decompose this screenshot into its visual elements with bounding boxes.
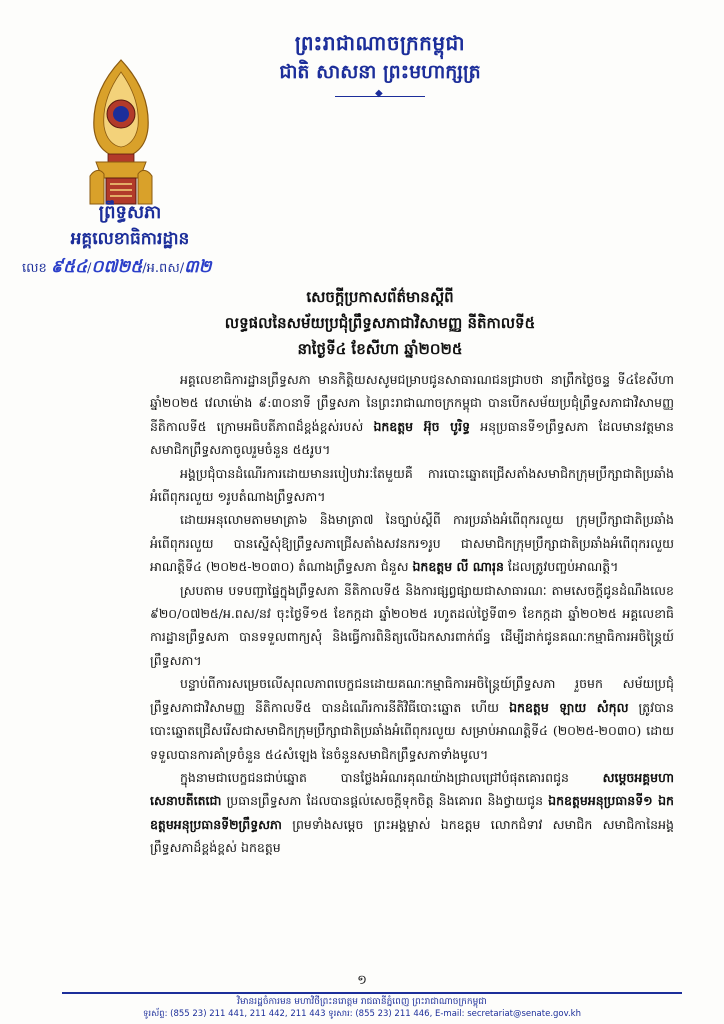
org-department: អគ្គលេខាធិការដ្ឋាន	[70, 229, 190, 249]
footer-divider	[62, 992, 682, 994]
reference-code-handwritten: ០៧២៥	[91, 257, 143, 277]
reference-sep1: /	[87, 261, 92, 276]
chair-name: ឯកឧត្តម អ៊ុច បូរិទ្ធ	[373, 418, 470, 434]
phone-numbers: (855 23) 211 441, 211 442, 211 443	[170, 1009, 326, 1019]
senate-emblem-icon	[86, 58, 156, 208]
reference-prefix: លេខ	[22, 261, 47, 276]
kingdom-header	[230, 28, 530, 100]
fax-label: ទូរសារ:	[328, 1009, 353, 1019]
vice-presidents-title: ឯកឧត្តមអនុប្រធានទី១ ឯកឧត្តមអនុប្រធានទី២ព្រឹទ្ធសភា	[150, 793, 674, 832]
elected-member-name: ឯកឧត្តម ឡាយ សំកុល	[509, 699, 629, 715]
kingdom-name: ព្រះរាជាណាចក្រកម្ពុជា	[294, 31, 466, 55]
header-ornament	[335, 94, 425, 100]
fax-email: (855 23) 211 446, E-mail: secretariat@senate.gov.kh	[355, 1009, 581, 1019]
document-body	[150, 368, 674, 860]
reference-number-handwritten: ៩៥៤	[50, 257, 88, 277]
paragraph-6: ក្នុងនាមជាបេក្ខជនជាប់ឆ្នោត បានថ្លែងអំណរគុណយ៉ាងជ្រាលជ្រៅបំផុតគោរពជូន សម្ដេចអគ្គមហាសេនាបតីតេជោ ប្រធានព្រឹទ្ធសភា ដែលបានផ្ដល់សេចក្ដីទុកចិត្ត និងគោរព និងថ្វាយជូន ឯកឧត្តមអនុប្រធានទី១ ឯកឧត្តមអនុប្រធានទី២ព្រឹទ្ធសភា ព្រមទាំងសម្ដេច ព្រះអង្គម្ចាស់ ឯកឧត្តម លោកជំទាវ សមាជិក សមាជិកានៃអង្គព្រឹទ្ធសភាដ៏ខ្ពង់ខ្ពស់ ឯកឧត្តម	[150, 769, 674, 856]
outgoing-member-name: ឯកឧត្តម លី ណារុន	[412, 559, 504, 575]
national-motto: ជាតិ សាសនា ព្រះមហាក្សត្រ	[279, 61, 481, 83]
footer-contacts	[0, 1008, 724, 1021]
page-footer	[0, 996, 724, 1021]
phone-label: ទូរស័ព្ទ:	[142, 1009, 168, 1019]
paragraph-1: អគ្គលេខាធិការដ្ឋានព្រឹទ្ធសភា មានកិត្តិយសសូមជម្រាបជូនសាធារណជនជ្រាបថា នាព្រឹកថ្ងៃចន្ទ ទី៤ខែសីហា ឆ្នាំ២០២៥ វេលាម៉ោង ៩:៣០នាទី ព្រឹទ្ធសភា នៃព្រះរាជាណាចក្រកម្ពុជា បានបើកសម័យប្រជុំព្រឹទ្ធសភាជាវិសាមញ្ញ នីតិកាលទី៥ ក្រោមអធិបតីភាពដ៏ខ្ពង់ខ្ពស់របស់ ឯកឧត្តម អ៊ុច បូរិទ្ធ អនុប្រធានទី១ព្រឹទ្ធសភា ដែលមានវត្តមានសមាជិកព្រឹទ្ធសភាចូលរួមចំនួន ៥៥រូប។	[150, 372, 674, 458]
issuing-organization	[30, 200, 230, 252]
org-name: ព្រឹទ្ធសភា	[98, 202, 162, 223]
paragraph-4: ស្របតាម បទបញ្ជាផ្ទៃក្នុងព្រឹទ្ធសភា នីតិកាលទី៥ និងការផ្សព្វផ្សាយជាសាធារណៈ តាមសេចក្ដីជូនដំណឹងលេខ ៩២០/០៧២៥/អ.ពស/នវ ចុះថ្ងៃទី១៥ ខែកក្កដា ឆ្នាំ២០២៥ រហូតដល់ថ្ងៃទី៣១ ខែកក្កដា ឆ្នាំ២០២៥ អគ្គលេខាធិការដ្ឋានព្រឹទ្ធសភា បានទទួលពាក្យសុំ និងធ្វើការពិនិត្យលើឯកសារពាក់ព័ន្ធ ដើម្បីដាក់ជូនគណៈកម្មាធិការអចិន្ត្រៃយ៍ព្រឹទ្ធសភា។	[150, 582, 674, 668]
reference-number	[22, 256, 211, 281]
title-line-3: នាថ្ងៃទី៤ ខែសីហា ឆ្នាំ២០២៥	[297, 340, 463, 358]
paragraph-3: ដោយអនុលោមតាមមាត្រា៦ និងមាត្រា៧ នៃច្បាប់ស្ដីពី ការប្រឆាំងអំពើពុករលួយ ក្រុមប្រឹក្សាជាតិប្រឆាំងអំពើពុករលួយ បានស្នើសុំឱ្យព្រឹទ្ធសភាជ្រើសតាំងសវនករ១រូប ជាសមាជិកក្រុមប្រឹក្សាជាតិប្រឆាំងអំពើពុករលួយអាណត្តិទី៤ (២០២៥-២០៣០) តំណាងព្រឹទ្ធសភា ជំនួស ឯកឧត្តម លី ណារុន ដែលត្រូវបញ្ចប់អាណត្តិ។	[150, 512, 674, 575]
reference-suffix-handwritten: ៣២	[184, 257, 212, 277]
title-line-2: លទ្ធផលនៃសម័យប្រជុំព្រឹទ្ធសភាជាវិសាមញ្ញ នីតិកាលទី៥	[224, 314, 536, 332]
title-line-1: សេចក្ដីប្រកាសព័ត៌មានស្ដីពី	[306, 288, 454, 306]
reference-sep2: /អ.ពស/	[142, 261, 185, 276]
paragraph-5: បន្ទាប់ពីការសម្រេចលើសុពលភាពបេក្ខជនដោយគណៈកម្មាធិការអចិន្ត្រៃយ៍ព្រឹទ្ធសភា រួចមក សម័យប្រជុំព្រឹទ្ធសភាជាវិសាមញ្ញ នីតិកាលទី៥ បានដំណើរការនីតិវិធីបោះឆ្នោត ហើយ ឯកឧត្តម ឡាយ សំកុល ត្រូវបានបោះឆ្នោតជ្រើសរើសជាសមាជិកក្រុមប្រឹក្សាជាតិប្រឆាំងអំពើពុករលួយ សម្រាប់អាណត្តិទី៤ (២០២៥-២០៣០) ដោយទទួលបានការគាំទ្រចំនួន ៥៤សំឡេង នៃចំនួនសមាជិកព្រឹទ្ធសភាទាំងមូល។	[150, 676, 674, 762]
footer-address: វិមានរដ្ឋចំការមន មហាវិថីព្រះនរោត្តម រាជធានីភ្នំពេញ ព្រះរាជាណាចក្រកម្ពុជា	[237, 997, 487, 1007]
page-number: ១	[357, 973, 367, 988]
senate-president-title: សម្ដេចអគ្គមហាសេនាបតីតេជោ	[150, 769, 674, 809]
paragraph-2: អង្គប្រជុំបានដំណើរការដោយមានរបៀបវារៈតែមួយគឺ ការបោះឆ្នោតជ្រើសតាំងសមាជិកក្រុមប្រឹក្សាជាតិប្រឆាំងអំពើពុករលួយ ១រូបតំណាងព្រឹទ្ធសភា។	[150, 465, 674, 505]
document-title	[150, 284, 610, 362]
